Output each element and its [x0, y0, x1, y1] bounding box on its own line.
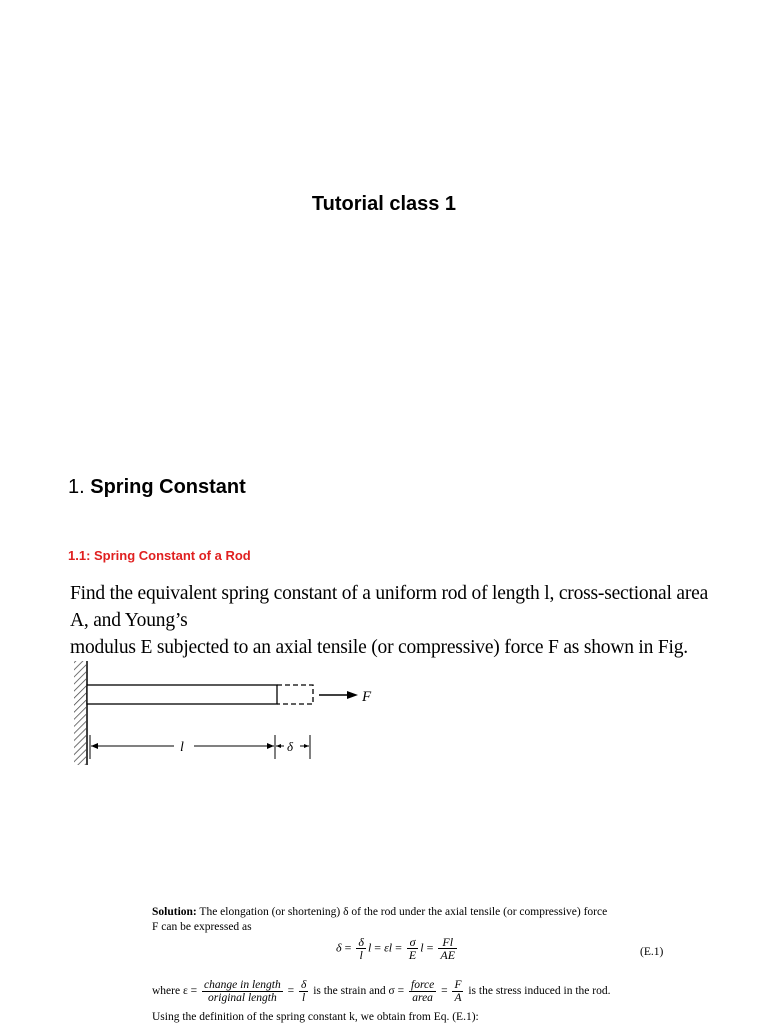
- page-title: Tutorial class 1: [311, 193, 457, 215]
- problem-statement: [70, 580, 730, 661]
- force-label: F: [362, 689, 372, 705]
- dim-arrow-left: [91, 743, 98, 749]
- strain-text: is the strain and σ =: [313, 985, 405, 998]
- where-line: where ε = $\frac{\text{change in length}}{\text{original length}}$ = $\frac{\delta}{l}$ is the strain and σ = $\frac{\text{force}}{\text{area}}$ = $\frac{F}{A}$ is the stress induced in the rod.: [152, 979, 611, 1004]
- force-arrowhead: [347, 691, 358, 699]
- area-word: area: [412, 992, 433, 1004]
- wall-hatching: [74, 661, 86, 765]
- dim-arrow-delta-right: [304, 744, 309, 748]
- section-heading: [68, 476, 246, 499]
- dim-arrow-mid: [267, 743, 274, 749]
- where-prefix: where ε =: [152, 985, 198, 998]
- rod-elongation-dashed: [277, 685, 313, 704]
- solution-label: Solution:: [152, 906, 197, 918]
- problem-line-1: Find the equivalent spring constant of a uniform rod of length l, cross-sectional area A, and Young’s: [70, 583, 709, 631]
- elongation-label: δ: [287, 739, 294, 754]
- problem-line-2: modulus E subjected to an axial tensile (or compressive) force F as shown in Fig.: [70, 637, 688, 658]
- rod-body: [87, 685, 277, 704]
- solution-line-2: F can be expressed as: [152, 921, 252, 933]
- definition-line: Using the definition of the spring constant k, we obtain from Eq. (E.1):: [152, 1011, 479, 1023]
- stress-text: is the stress induced in the rod.: [468, 985, 611, 998]
- section-title: Spring Constant: [90, 476, 246, 498]
- solution-line-1: [152, 905, 607, 920]
- equation-e1: δ = $\frac{\delta}{l}$ l = εl = $\frac{\sigma}{E}$ l = $\frac{Fl}{AE}$: [336, 935, 456, 962]
- original-length: original length: [208, 992, 277, 1004]
- change-in-length: change in length: [204, 979, 281, 991]
- rod-figure: [60, 655, 400, 765]
- solution-text-1: The elongation (or shortening) δ of the rod under the axial tensile (or compressive) force: [199, 906, 608, 918]
- force-word: force: [411, 979, 435, 991]
- dim-arrow-delta-left: [276, 744, 281, 748]
- length-label: l: [180, 740, 184, 755]
- subsection-heading: 1.1: Spring Constant of a Rod: [68, 548, 251, 563]
- section-number: 1.: [68, 476, 85, 498]
- equation-tag: (E.1): [640, 946, 664, 958]
